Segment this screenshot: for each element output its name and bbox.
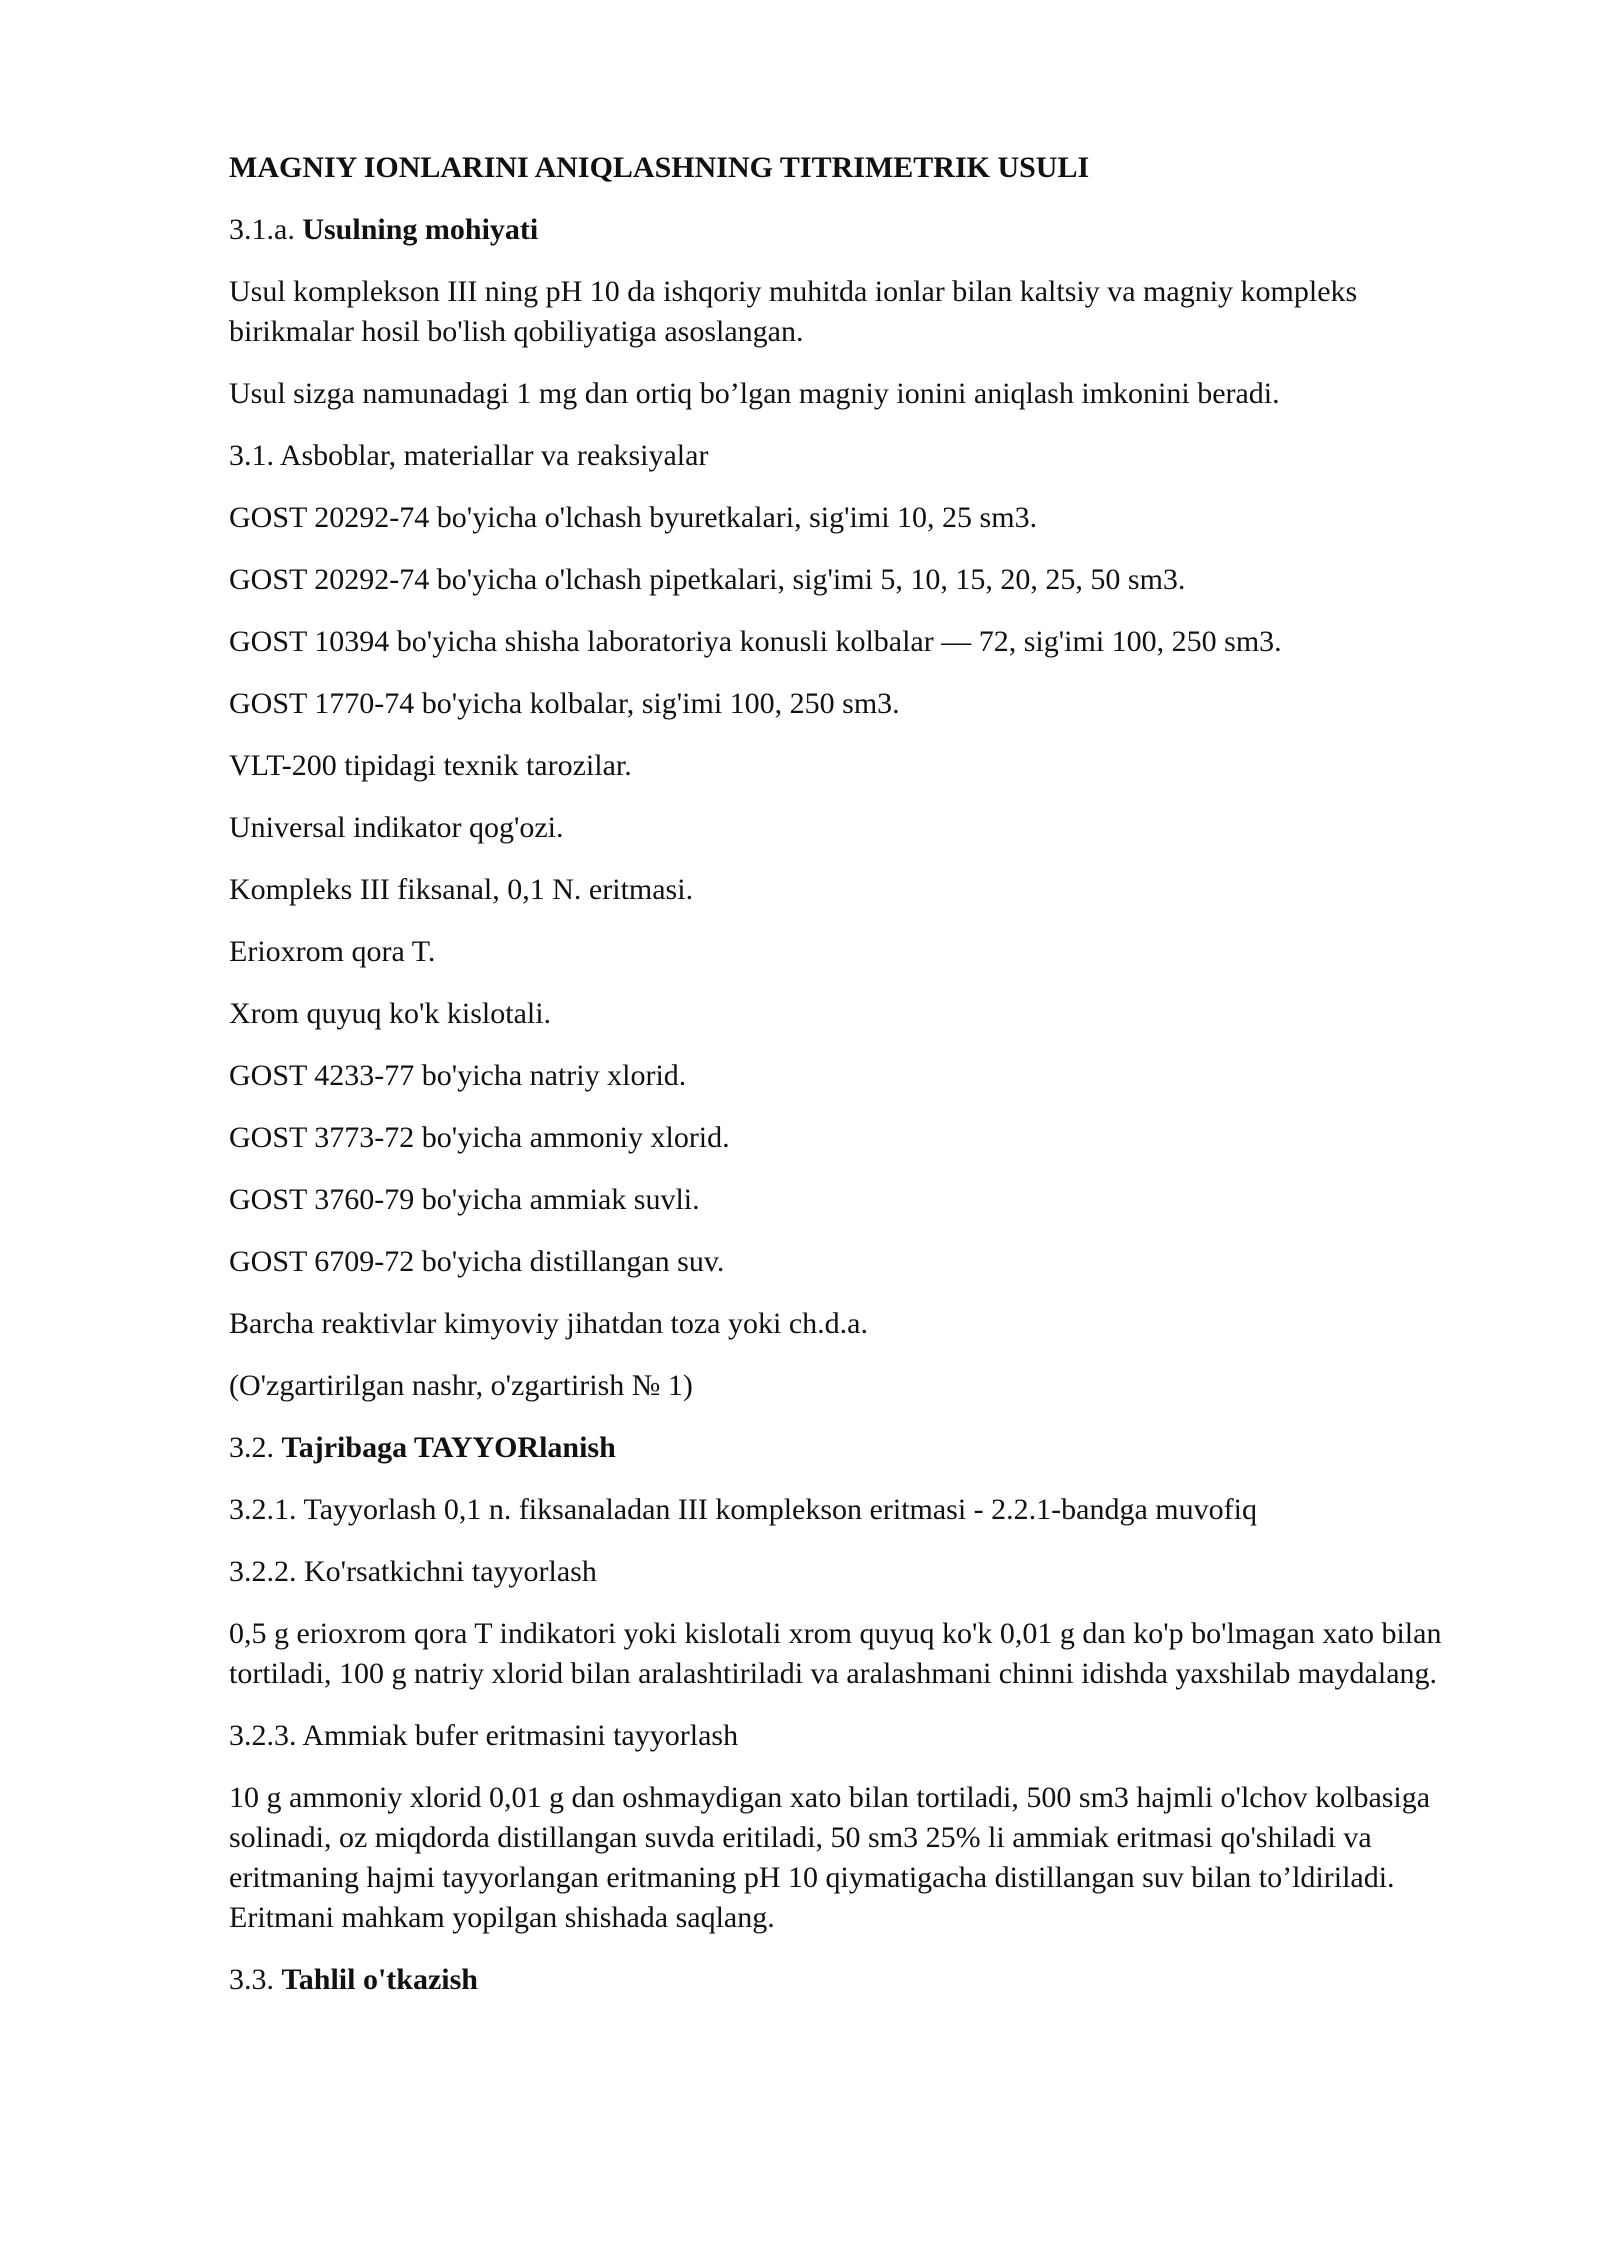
equipment-item: Kompleks III fiksanal, 0,1 N. eritmasi. — [229, 873, 694, 906]
section-3-2-heading — [229, 1428, 1469, 1468]
equipment-item: GOST 3760-79 bo'yicha ammiak suvli. — [229, 1183, 700, 1216]
section-3-3-heading — [229, 1960, 1469, 2000]
section-number: 3.1.a. — [229, 213, 295, 246]
equipment-item: GOST 6709-72 bo'yicha distillangan suv. — [229, 1245, 725, 1278]
section-number: 3.2. — [229, 1431, 274, 1464]
equipment-item: GOST 1770-74 bo'yicha kolbalar, sig'imi 100, 250 sm3. — [229, 687, 900, 720]
section-3-2-1: 3.2.1. Tayyorlash 0,1 n. fiksanaladan III komplekson eritmasi - 2.2.1-bandga muvofiq — [229, 1493, 1257, 1526]
equipment-item: Xrom quyuq ko'k kislotali. — [229, 997, 552, 1030]
section-title: Tahlil o'tkazish — [281, 1963, 478, 1996]
section-number: 3.3. — [229, 1963, 274, 1996]
amendment-note: (O'zgartirilgan nashr, o'zgartirish № 1) — [229, 1369, 693, 1402]
section-3-2-3-heading: 3.2.3. Ammiak bufer eritmasini tayyorlash — [229, 1719, 739, 1752]
equipment-item: GOST 20292-74 bo'yicha o'lchash pipetkalari, sig'imi 5, 10, 15, 20, 25, 50 sm3. — [229, 563, 1186, 596]
intro-paragraph: Usul sizga namunadagi 1 mg dan ortiq bo’lgan magniy ionini aniqlash imkonini beradi. — [229, 377, 1280, 410]
equipment-item: GOST 20292-74 bo'yicha o'lchash byuretkalari, sig'imi 10, 25 sm3. — [229, 501, 1038, 534]
section-3-2-3-body: 10 g ammoniy xlorid 0,01 g dan oshmaydigan xato bilan tortiladi, 500 sm3 hajmli o'lchov kolbasiga solinadi, oz miqdorda distillangan suvda eritiladi, 50 sm3 25% li ammiak eritmasi qo'shiladi va eritmaning hajmi tayyorlangan eritmaning pH 10 qiymatigacha distillangan suv bilan to’ldiriladi. Eritmani mahkam yopilgan shishada saqlang. — [229, 1781, 1431, 1934]
equipment-item: VLT-200 tipidagi texnik tarozilar. — [229, 749, 632, 782]
document-title: MAGNIY IONLARINI ANIQLASHNING TITRIMETRIK USULI — [229, 151, 1090, 184]
section-3-1-a-heading — [229, 210, 1469, 250]
equipment-item: GOST 3773-72 bo'yicha ammoniy xlorid. — [229, 1121, 730, 1154]
section-3-2-2-heading: 3.2.2. Ko'rsatkichni tayyorlash — [229, 1555, 597, 1588]
intro-paragraph: Usul komplekson III ning pH 10 da ishqoriy muhitda ionlar bilan kaltsiy va magniy kompleks birikmalar hosil bo'lish qobiliyatiga asoslangan. — [229, 275, 1358, 348]
equipment-item: Barcha reaktivlar kimyoviy jihatdan toza yoki ch.d.a. — [229, 1307, 868, 1340]
equipment-item: Erioxrom qora T. — [229, 935, 436, 968]
equipment-item: GOST 4233-77 bo'yicha natriy xlorid. — [229, 1059, 687, 1092]
equipment-item: Universal indikator qog'ozi. — [229, 811, 564, 844]
section-title: Tajribaga TAYYORlanish — [281, 1431, 616, 1464]
section-3-2-2-body: 0,5 g erioxrom qora T indikatori yoki kislotali xrom quyuq ko'k 0,01 g dan ko'p bo'lmagan xato bilan tortiladi, 100 g natriy xlorid bilan aralashtiriladi va aralashmani chinni idishda yaxshilab maydalang. — [229, 1617, 1442, 1690]
section-3-1-heading: 3.1. Asboblar, materiallar va reaksiyalar — [229, 439, 709, 472]
document-body — [229, 148, 1469, 2022]
section-title: Usulning mohiyati — [302, 213, 539, 246]
equipment-item: GOST 10394 bo'yicha shisha laboratoriya konusli kolbalar — 72, sig'imi 100, 250 sm3. — [229, 625, 1282, 658]
